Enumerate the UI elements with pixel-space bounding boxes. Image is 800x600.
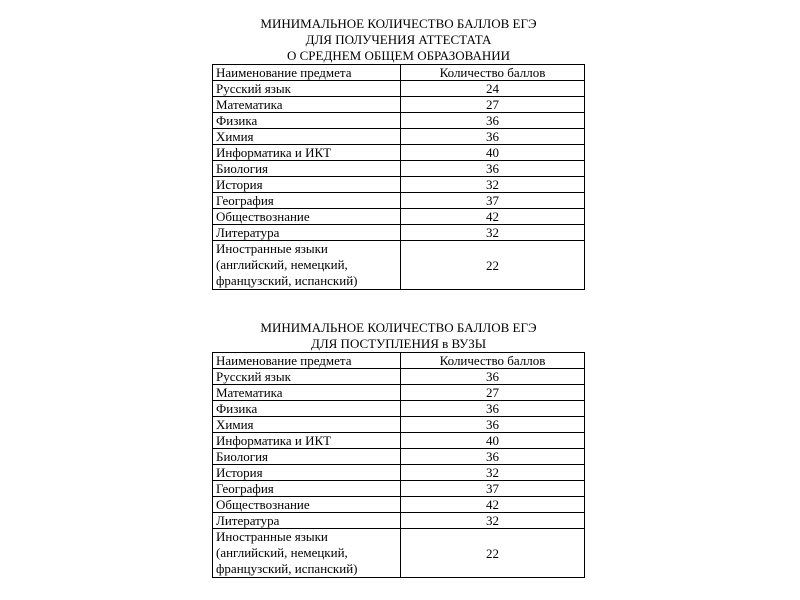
table-row <box>213 97 585 113</box>
score-cell: 32 <box>401 225 585 241</box>
score-cell: 42 <box>401 497 585 513</box>
languages-line: французский, испанский) <box>216 273 358 288</box>
subject-column-header: Наименование предмета <box>213 353 401 369</box>
languages-line: Иностранные языки <box>216 529 328 544</box>
heading-line: МИНИМАЛЬНОЕ КОЛИЧЕСТВО БАЛЛОВ ЕГЭ <box>260 16 537 31</box>
score-column-header: Количество баллов <box>401 65 585 81</box>
score-cell: 27 <box>401 97 585 113</box>
subject-cell: Физика <box>213 401 401 417</box>
table-row-languages <box>213 241 585 290</box>
university-scores-table <box>212 352 585 578</box>
score-cell: 37 <box>401 481 585 497</box>
heading-line: МИНИМАЛЬНОЕ КОЛИЧЕСТВО БАЛЛОВ ЕГЭ <box>260 320 537 335</box>
table-row <box>213 433 585 449</box>
score-column-header: Количество баллов <box>401 353 585 369</box>
table-row <box>213 385 585 401</box>
table-row <box>213 497 585 513</box>
subject-cell: Математика <box>213 385 401 401</box>
subject-cell: Обществознание <box>213 209 401 225</box>
subject-cell: Биология <box>213 449 401 465</box>
score-cell: 42 <box>401 209 585 225</box>
subject-cell: Информатика и ИКТ <box>213 145 401 161</box>
subject-cell: Информатика и ИКТ <box>213 433 401 449</box>
table-row-languages <box>213 529 585 578</box>
attestat-heading <box>212 16 585 64</box>
table-row <box>213 81 585 97</box>
table-row <box>213 161 585 177</box>
subject-cell: История <box>213 177 401 193</box>
score-cell: 22 <box>401 529 585 578</box>
heading-line: ДЛЯ ПОЛУЧЕНИЯ АТТЕСТАТА <box>305 32 492 47</box>
subject-cell: Русский язык <box>213 369 401 385</box>
languages-line: (английский, немецкий, <box>216 257 348 272</box>
subject-cell: Биология <box>213 161 401 177</box>
score-cell: 36 <box>401 113 585 129</box>
score-cell: 40 <box>401 433 585 449</box>
table-row <box>213 177 585 193</box>
score-cell: 27 <box>401 385 585 401</box>
score-cell: 36 <box>401 417 585 433</box>
score-cell: 36 <box>401 449 585 465</box>
subject-cell: Химия <box>213 129 401 145</box>
score-cell: 40 <box>401 145 585 161</box>
subject-cell: Математика <box>213 97 401 113</box>
subject-cell: Литература <box>213 513 401 529</box>
table-row <box>213 481 585 497</box>
languages-line: Иностранные языки <box>216 241 328 256</box>
score-cell: 24 <box>401 81 585 97</box>
score-cell: 36 <box>401 161 585 177</box>
score-cell: 36 <box>401 129 585 145</box>
table-header-row <box>213 65 585 81</box>
table-row <box>213 449 585 465</box>
subject-cell: Литература <box>213 225 401 241</box>
subject-cell: Химия <box>213 417 401 433</box>
heading-line: ДЛЯ ПОСТУПЛЕНИЯ в ВУЗЫ <box>310 336 487 351</box>
table-row <box>213 113 585 129</box>
subject-cell-languages <box>213 241 401 290</box>
table-row <box>213 417 585 433</box>
languages-line: французский, испанский) <box>216 561 358 576</box>
score-cell: 22 <box>401 241 585 290</box>
heading-line: О СРЕДНЕМ ОБЩЕМ ОБРАЗОВАНИИ <box>287 48 510 63</box>
score-cell: 36 <box>401 369 585 385</box>
table-header-row <box>213 353 585 369</box>
attestat-section <box>212 16 585 290</box>
table-row <box>213 209 585 225</box>
subject-cell: География <box>213 193 401 209</box>
score-cell: 32 <box>401 177 585 193</box>
subject-cell: История <box>213 465 401 481</box>
university-heading <box>212 320 585 352</box>
university-section <box>212 320 585 578</box>
score-cell: 36 <box>401 401 585 417</box>
attestat-scores-table <box>212 64 585 290</box>
table-row <box>213 129 585 145</box>
languages-line: (английский, немецкий, <box>216 545 348 560</box>
table-row <box>213 465 585 481</box>
subject-cell-languages <box>213 529 401 578</box>
subject-cell: Обществознание <box>213 497 401 513</box>
table-row <box>213 193 585 209</box>
table-row <box>213 225 585 241</box>
table-row <box>213 369 585 385</box>
score-cell: 32 <box>401 465 585 481</box>
table-row <box>213 145 585 161</box>
subject-cell: Русский язык <box>213 81 401 97</box>
score-cell: 37 <box>401 193 585 209</box>
subject-cell: Физика <box>213 113 401 129</box>
subject-column-header: Наименование предмета <box>213 65 401 81</box>
table-row <box>213 401 585 417</box>
score-cell: 32 <box>401 513 585 529</box>
table-row <box>213 513 585 529</box>
subject-cell: География <box>213 481 401 497</box>
